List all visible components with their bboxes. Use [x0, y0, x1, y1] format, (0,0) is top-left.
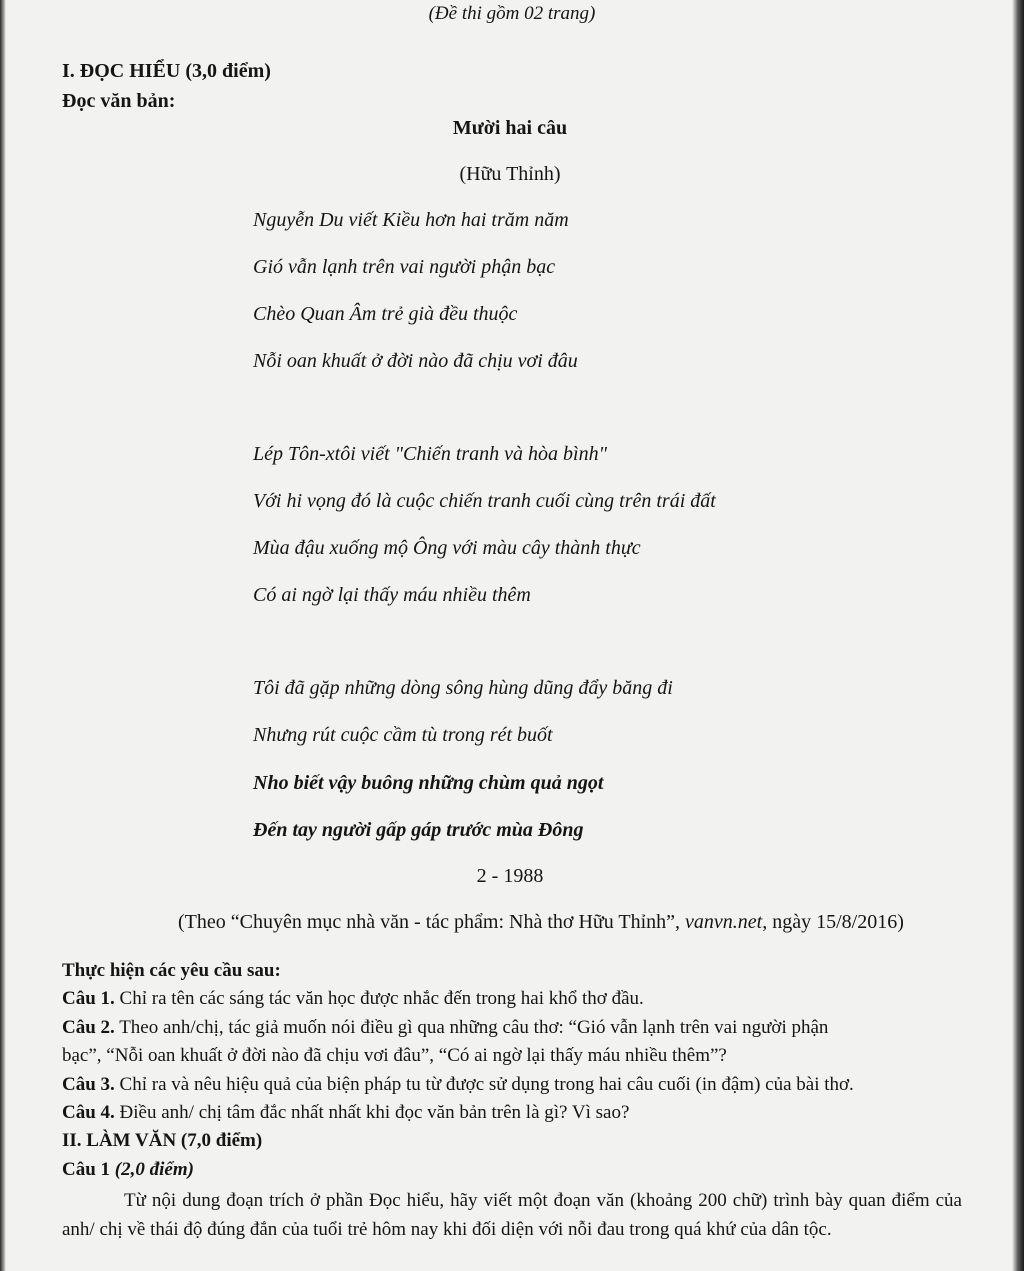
question-points: (2,0 điểm): [114, 1159, 194, 1180]
poem-source: [178, 911, 904, 934]
question-label: Câu 2.: [62, 1017, 115, 1038]
question-label: Câu 3.: [62, 1074, 115, 1095]
poem-line-bold: Đến tay người gấp gáp trước mùa Đông: [253, 819, 584, 841]
poem-line: Nhưng rút cuộc cầm tù trong rét buốt: [253, 724, 553, 746]
read-text-intro: Đọc văn bản:: [62, 90, 176, 112]
question-2: [62, 1017, 828, 1039]
source-suffix: , ngày 15/8/2016): [762, 911, 904, 933]
essay-question-1: [62, 1159, 194, 1181]
poem-date: 2 - 1988: [476, 865, 544, 887]
question-text: Theo anh/chị, tác giả muốn nói điều gì qua những câu thơ: “Gió vẫn lạnh trên vai người phận: [114, 1017, 829, 1038]
tasks-heading: Thực hiện các yêu cầu sau:: [62, 960, 281, 981]
question-label: Câu 1.: [62, 988, 115, 1009]
section2-heading: II. LÀM VĂN (7,0 điểm): [62, 1130, 263, 1151]
source-site: vanvn.net: [685, 911, 763, 933]
essay-prompt: Từ nội dung đoạn trích ở phần Đọc hiểu, hãy viết một đoạn văn (khoảng 200 chữ) trình bày quan điểm của anh/ chị về thái độ đúng đắn của tuổi trẻ hôm nay khi đối diện với nỗi đau trong quá khứ của dân tộc.: [62, 1190, 962, 1240]
page-edge-left: [0, 0, 6, 1271]
question-2-continued: bạc”, “Nỗi oan khuất ở đời nào đã chịu vơi đâu”, “Có ai ngờ lại thấy máu nhiều thêm”?: [62, 1045, 727, 1066]
poem-line-bold: Nho biết vậy buông những chùm quả ngọt: [253, 772, 604, 794]
question-4: [62, 1102, 629, 1124]
question-text: Chỉ ra tên các sáng tác văn học được nhắc đến trong hai khổ thơ đầu.: [114, 988, 644, 1009]
poem-line: Nguyễn Du viết Kiều hơn hai trăm năm: [253, 209, 569, 231]
poem-line: Tôi đã gặp những dòng sông hùng dũng đẩy băng đi: [253, 677, 673, 699]
source-prefix: (Theo “Chuyên mục nhà văn - tác phẩm: Nhà thơ Hữu Thỉnh”,: [178, 911, 686, 933]
question-label: Câu 4.: [62, 1102, 115, 1123]
poem-line: Lép Tôn-xtôi viết "Chiến tranh và hòa bình": [253, 443, 607, 465]
question-text: Điều anh/ chị tâm đắc nhất nhất khi đọc văn bản trên là gì? Vì sao?: [114, 1102, 630, 1123]
poem-line: Nỗi oan khuất ở đời nào đã chịu vơi đâu: [253, 350, 578, 372]
poem-line: Với hi vọng đó là cuộc chiến tranh cuối cùng trên trái đất: [253, 490, 716, 512]
question-text: Chỉ ra và nêu hiệu quả của biện pháp tu từ được sử dụng trong hai câu cuối (in đậm) của bài thơ.: [114, 1074, 854, 1095]
question-3: [62, 1074, 854, 1096]
poem-line: Có ai ngờ lại thấy máu nhiều thêm: [253, 584, 531, 606]
poem-line: Gió vẫn lạnh trên vai người phận bạc: [253, 256, 556, 278]
poem-title: Mười hai câu: [452, 117, 568, 139]
poem-author: (Hữu Thỉnh): [459, 163, 561, 185]
poem-line: Chèo Quan Âm trẻ già đều thuộc: [253, 303, 518, 325]
question-label: Câu 1: [62, 1159, 111, 1180]
page-count-note: (Đề thi gồm 02 trang): [428, 3, 596, 24]
poem-line: Mùa đậu xuống mộ Ông với màu cây thành thực: [253, 537, 641, 559]
essay-question-1-text: [62, 1186, 962, 1244]
question-1: [62, 988, 644, 1010]
page-edge-right: [1012, 0, 1024, 1271]
section1-heading: I. ĐỌC HIỂU (3,0 điểm): [62, 60, 271, 82]
